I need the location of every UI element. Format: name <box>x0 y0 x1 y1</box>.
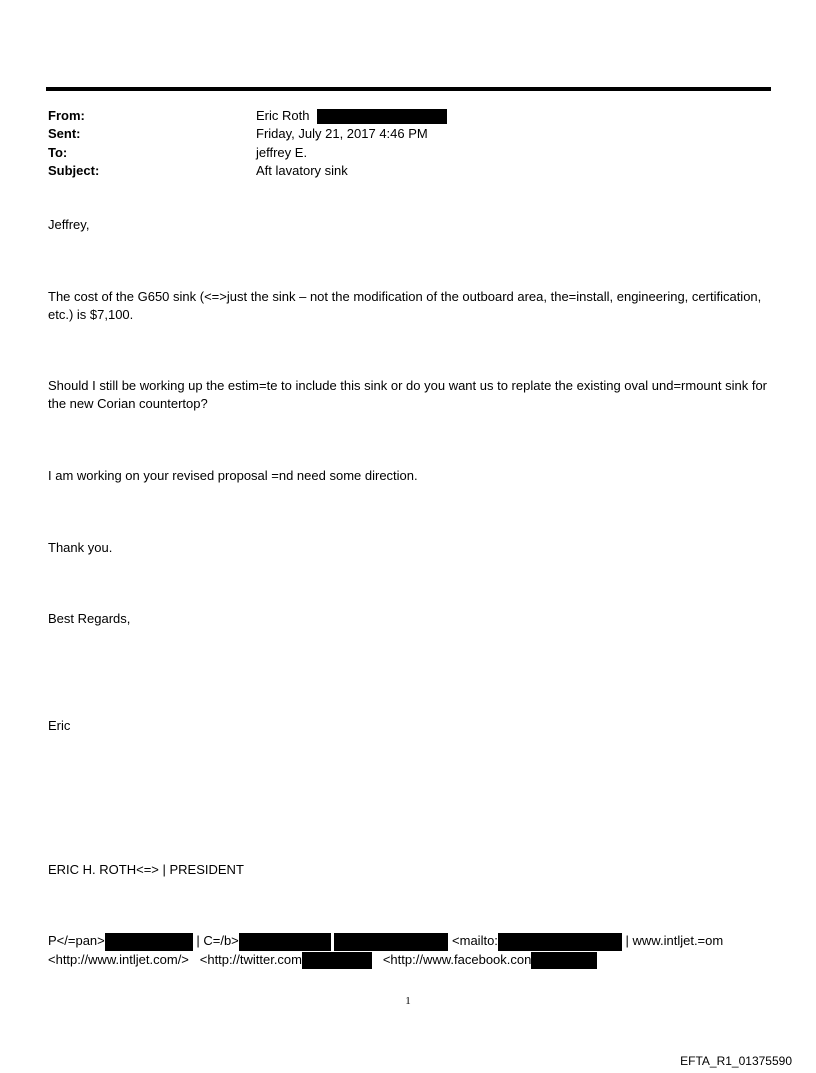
subject-label: Subject: <box>48 163 100 178</box>
redaction-box <box>531 952 597 969</box>
greeting: Jeffrey, <box>48 217 90 232</box>
page-number: 1 <box>405 995 411 1007</box>
redaction-box <box>334 933 448 951</box>
website-link: <http://www.intljet.com/> <box>48 952 189 967</box>
header-rule <box>46 87 771 91</box>
signature-contact-line-2 <box>48 951 597 969</box>
paragraph-thanks: Thank you. <box>48 540 113 555</box>
signature-contact-line-1 <box>48 932 723 951</box>
cell-prefix: | C=/b> <box>196 933 239 948</box>
paragraph-proposal: I am working on your revised proposal =nd need some direction. <box>48 468 418 483</box>
redaction-box <box>302 952 372 969</box>
from-value <box>256 107 447 125</box>
phone-prefix: P</=pan> <box>48 933 105 948</box>
mailto-prefix: <mailto: <box>452 933 498 948</box>
signature-title: ERIC H. ROTH<=> | PRESIDENT <box>48 862 244 877</box>
redaction-box <box>317 109 447 124</box>
to-label: To: <box>48 145 68 160</box>
to-value: jeffrey E. <box>256 145 308 160</box>
from-name: Eric Roth <box>256 108 310 123</box>
bates-number: EFTA_R1_01375590 <box>680 1054 792 1068</box>
redaction-box <box>105 933 193 951</box>
paragraph-cost: The cost of the G650 sink (<=>just the sink – not the modification of the outboard area, the=install, engineering, certification, etc.) is $7,100. <box>48 289 762 322</box>
sent-value: Friday, July 21, 2017 4:46 PM <box>256 126 428 141</box>
from-label: From: <box>48 108 85 123</box>
redaction-box <box>498 933 622 951</box>
twitter-link: <http://twitter.com <box>199 952 302 967</box>
signature-name: Eric <box>48 718 71 733</box>
closing: Best Regards, <box>48 611 131 626</box>
website-text: | www.intljet.=om <box>625 933 724 948</box>
redaction-box <box>239 933 331 951</box>
subject-value: Aft lavatory sink <box>256 163 348 178</box>
paragraph-estimate: Should I still be working up the estim=te to include this sink or do you want us to replate the existing oval und=rmount sink for the new Corian countertop? <box>48 378 768 411</box>
sent-label: Sent: <box>48 126 81 141</box>
facebook-link: <http://www.facebook.con <box>382 952 532 967</box>
